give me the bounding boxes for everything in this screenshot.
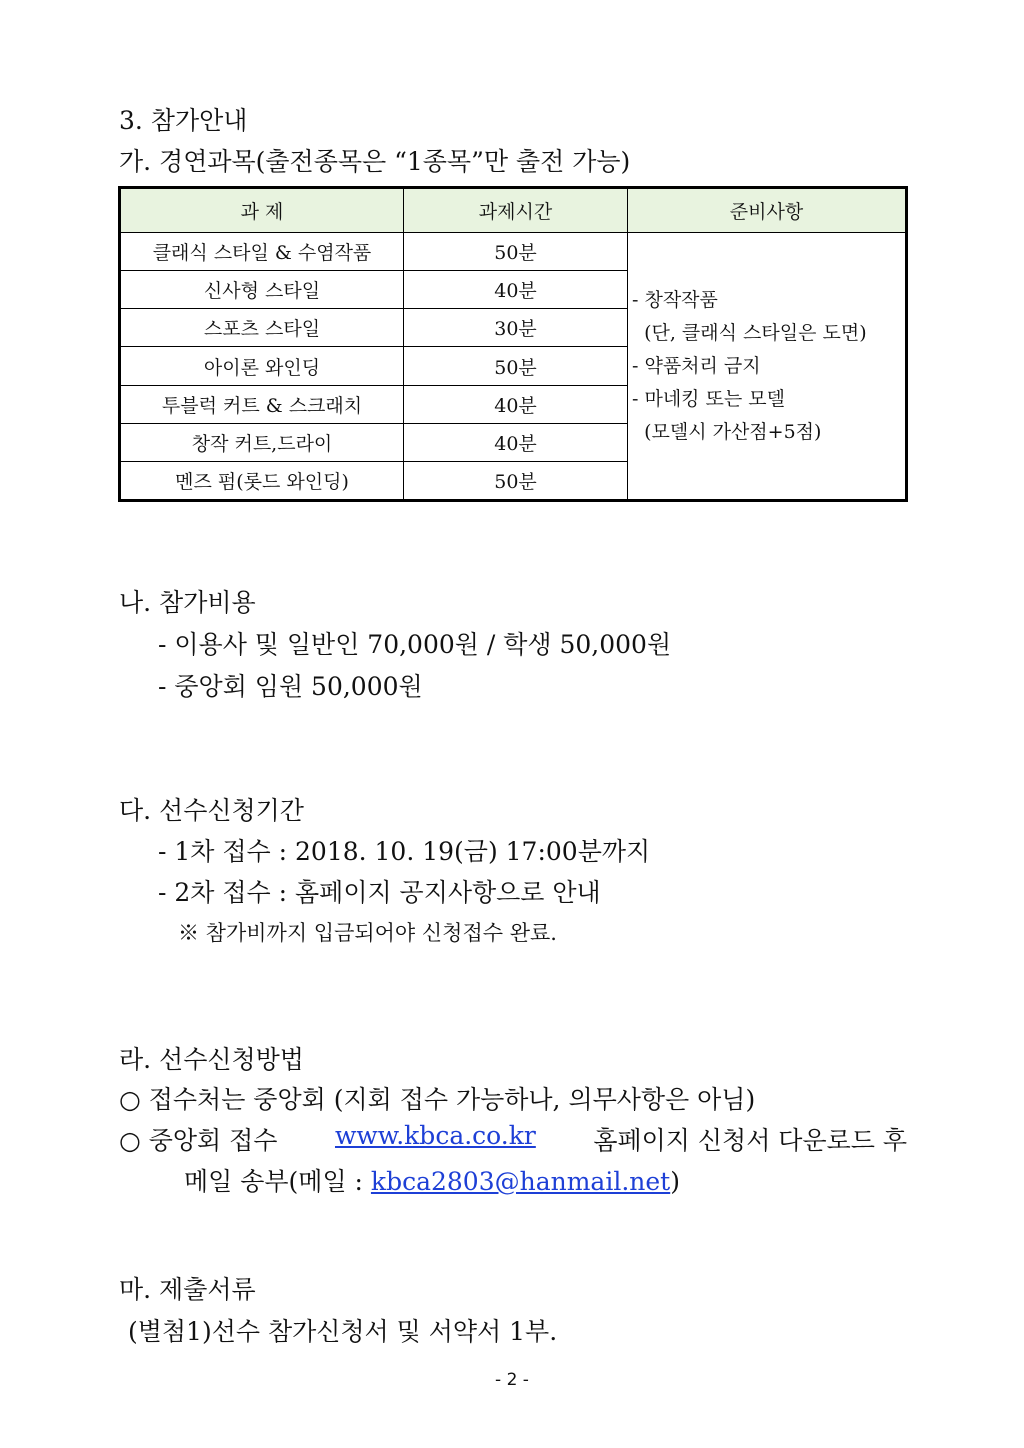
section-na-title: 나. 참가비용 (119, 588, 256, 617)
task-cell: 아이론 와인딩 (121, 347, 404, 385)
documents-line: (별첨1)선수 참가신청서 및 서약서 1부. (128, 1317, 558, 1346)
method-item-2-cont-prefix: 메일 송부(메일 : (184, 1167, 371, 1196)
task-cell: 신사형 스타일 (121, 271, 404, 309)
task-cell: 창작 커트,드라이 (121, 423, 404, 461)
period-line-2: - 2차 접수 : 홈페이지 공지사항으로 안내 (158, 878, 601, 907)
kbca-website-link[interactable]: www.kbca.co.kr (334, 1121, 536, 1150)
table-header-task: 과 제 (121, 189, 404, 233)
task-cell: 투블럭 커트 & 스크래치 (121, 385, 404, 423)
section-ga-title: 가. 경연과목(출전종목은 “1종목”만 출전 가능) (119, 147, 631, 176)
method-item-1: ○ 접수처는 중앙회 (지회 접수 가능하나, 의무사항은 아님) (119, 1085, 756, 1114)
page-number: - 2 - (495, 1370, 529, 1390)
prep-cell (628, 233, 906, 500)
section-da-title: 다. 선수신청기간 (119, 796, 304, 825)
time-cell: 40분 (404, 271, 628, 309)
prep-line: (모델시 가산점+5점) (632, 420, 822, 443)
section-ma-title: 마. 제출서류 (119, 1275, 256, 1304)
task-cell: 클래식 스타일 & 수염작품 (121, 233, 404, 271)
table-header-prep: 준비사항 (628, 189, 906, 233)
prep-line: - 마네킹 또는 모델 (632, 387, 786, 410)
prep-line: - 창작작품 (632, 288, 718, 311)
table-row (121, 233, 906, 271)
time-cell: 50분 (404, 347, 628, 385)
email-link[interactable]: kbca2803@hanmail.net (370, 1167, 671, 1196)
fee-line-2: - 중앙회 임원 50,000원 (158, 672, 423, 701)
prep-line: - 약품처리 금지 (632, 354, 761, 377)
time-cell: 50분 (404, 233, 628, 271)
time-cell: 50분 (404, 461, 628, 499)
task-cell: 멘즈 펌(롯드 와인딩) (121, 461, 404, 499)
time-cell: 30분 (404, 309, 628, 347)
method-item-2-cont-suffix: ) (670, 1167, 680, 1196)
fee-line-1: - 이용사 및 일반인 70,000원 / 학생 50,000원 (158, 630, 672, 659)
method-item-2-prefix: ○ 중앙회 접수 (119, 1126, 278, 1155)
table-header-time: 과제시간 (404, 189, 628, 233)
prep-line: (단, 클래식 스타일은 도면) (632, 321, 867, 344)
section-ra-title: 라. 선수신청방법 (119, 1045, 304, 1074)
time-cell: 40분 (404, 385, 628, 423)
task-cell: 스포츠 스타일 (121, 309, 404, 347)
period-line-1: - 1차 접수 : 2018. 10. 19(금) 17:00분까지 (158, 837, 651, 866)
method-item-2 (119, 1121, 907, 1157)
method-item-2-suffix: 홈페이지 신청서 다운로드 후 (593, 1126, 907, 1155)
period-note: ※ 참가비까지 입금되어야 신청접수 완료. (178, 921, 557, 945)
time-cell: 40분 (404, 423, 628, 461)
contest-table (118, 186, 908, 502)
method-item-2-cont (184, 1162, 680, 1198)
section-3-title: 3. 참가안내 (119, 106, 248, 135)
